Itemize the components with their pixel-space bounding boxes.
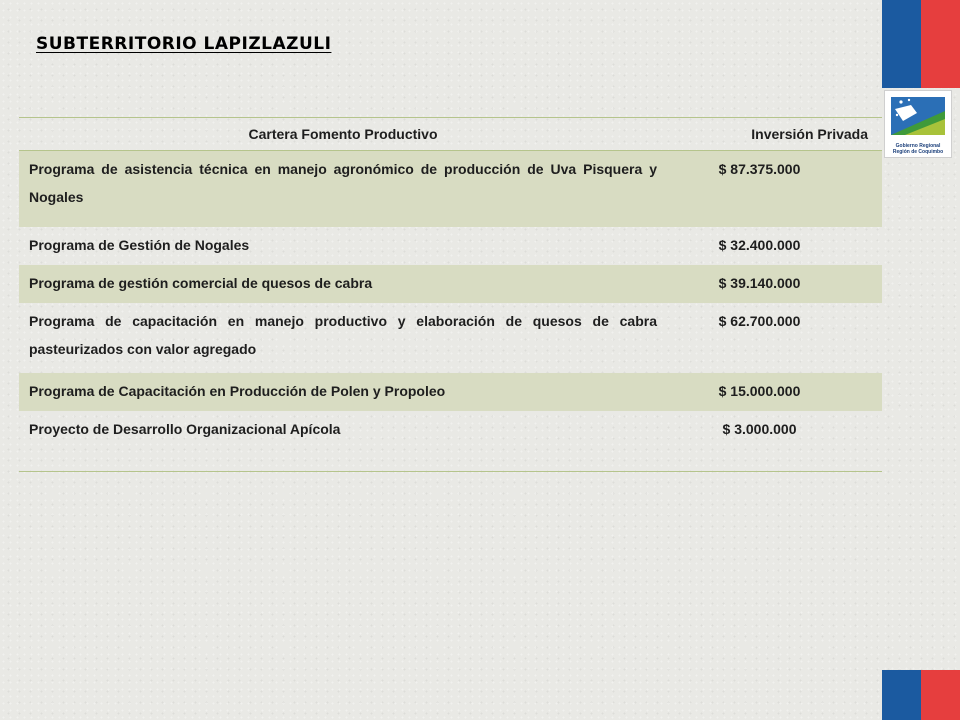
table-row (19, 265, 882, 303)
chile-flag-stripe-bottom (882, 670, 960, 720)
programa-cell: Proyecto de Desarrollo Organizacional Apícola (29, 421, 341, 437)
programa-cell: Programa de Gestión de Nogales (29, 237, 250, 253)
table-header-row (19, 118, 882, 151)
table-row (19, 151, 882, 228)
table-row (19, 373, 882, 411)
gobierno-regional-logo-icon (885, 91, 951, 141)
inversion-cell: $ 87.375.000 (667, 151, 882, 228)
programa-cell: Programa de Capacitación en Producción de Polen y Propoleo (19, 373, 667, 411)
gobierno-regional-logo (884, 90, 952, 158)
programa-cell: Programa de asistencia técnica en manejo agronómico de producción de Uva Pisquera y Nogales (19, 151, 667, 228)
inversion-cell: $ 32.400.000 (718, 237, 801, 253)
chile-flag-stripe-top (882, 0, 960, 88)
page-title: SUBTERRITORIO LAPIZLAZULI (36, 34, 332, 54)
programa-cell: Programa de gestión comercial de quesos de cabra (19, 265, 667, 303)
inversion-cell: $ 3.000.000 (722, 421, 797, 437)
flag-blue-band (882, 670, 921, 720)
logo-caption: Gobierno Regional Región de Coquimbo (892, 143, 944, 155)
flag-red-band (921, 670, 960, 720)
header-inversion: Inversión Privada (667, 118, 882, 151)
table-row (19, 303, 882, 373)
inversion-cell: $ 15.000.000 (667, 373, 882, 411)
table-row (19, 227, 882, 265)
flag-red-band (921, 0, 960, 88)
inversion-cell: $ 39.140.000 (667, 265, 882, 303)
flag-blue-band (882, 0, 921, 88)
programa-cell: Programa de capacitación en manejo productivo y elaboración de quesos de cabra pasteurizados con valor agregado (29, 313, 657, 357)
table-row (19, 411, 882, 472)
cartera-table (19, 117, 882, 472)
header-cartera: Cartera Fomento Productivo (19, 118, 667, 151)
inversion-cell: $ 62.700.000 (718, 313, 801, 329)
